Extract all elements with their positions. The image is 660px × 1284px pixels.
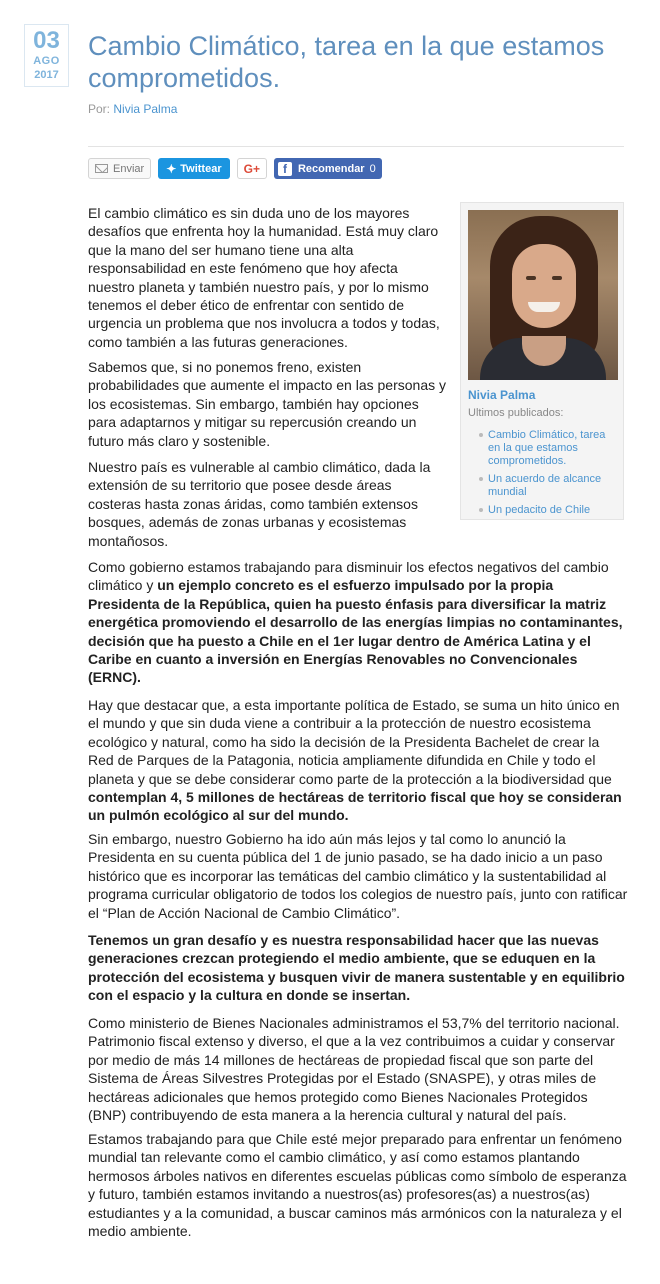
author-link[interactable]: Nivia Palma: [113, 102, 178, 116]
tweet-label: Twittear: [180, 162, 222, 175]
divider: [88, 146, 624, 147]
paragraph-text: Como gobierno estamos trabajando para disminuir los efectos negativos del cambio climático y: [88, 559, 609, 594]
facebook-recommend-label: Recomendar: [297, 162, 365, 175]
date-month: AGO: [33, 55, 60, 67]
date-year: 2017: [34, 69, 59, 81]
paragraph-text: Hay que destacar que, a esta importante política de Estado, se suma un hito único en el mundo y que sin duda viene a contribuir a la protección de nuestro ecosistema ecológico y natural, como ha sido la decisión de la Presidenta Bachelet de crear la Red de Parques de la Patagonia, noticia ampliamente difundida en Chile y todo el planeta y que se debe considerar como parte de la protección a la biodiversidad que: [88, 697, 620, 787]
google-plus-label: G+: [243, 161, 260, 176]
byline: [88, 102, 177, 116]
recent-post-link[interactable]: Un pedacito de Chile: [479, 504, 616, 517]
article-paragraph: Nuestro país es vulnerable al cambio climático, dada la extensión de su territorio que posee desde áreas costeras hasta zonas áridas, como también extensos bosques, además de zonas urbanas y ecosistemas montañosos.: [88, 459, 431, 549]
article-paragraph: Sabemos que, si no ponemos freno, existen probabilidades que aumente el impacto en las personas y los ecosistemas. Sin embargo, también hay opciones para adaptarnos y mitigar su repercusión creando un futuro más claro y sostenible.: [88, 359, 447, 449]
post-title: Cambio Climático, tarea en la que estamos comprometidos.: [88, 31, 605, 93]
share-bar: [88, 158, 382, 179]
recent-post-link[interactable]: Cambio Climático, tarea en la que estamos comprometidos.: [479, 429, 616, 468]
send-email-button[interactable]: [88, 158, 151, 179]
article-paragraph: Como ministerio de Bienes Nacionales administramos el 53,7% del territorio nacional. Patrimonio fiscal extenso y diverso, el que a la vez contribuimos a cuidar y conservar por medio de más 14 millones de hectáreas de propiedad fiscal que son parte del Sistema de Áreas Silvestres Protegidas por el Estado (SNASPE), y otras miles de hectáreas adicionales que hemos protegido como Bienes Nacionales Protegidos (BNP) contribuyendo de esta manera a la herencia cultural y natural del país.: [88, 1015, 620, 1124]
article-paragraph-bold: Tenemos un gran desafío y es nuestra responsabilidad hacer que las nuevas generaciones crezcan protegiendo el medio ambiente, que se eduquen en la protección del ecosistema y busquen vivir de manera sustentable y en equilibrio con el espacio y la cultura en donde se insertan.: [88, 932, 625, 1004]
article-paragraph: [88, 696, 628, 825]
send-email-label: Enviar: [113, 162, 145, 175]
author-box: [460, 202, 624, 520]
author-name[interactable]: Nivia Palma: [468, 388, 536, 402]
article-paragraph: [88, 558, 628, 687]
article-paragraph: El cambio climático es sin duda uno de los mayores desafíos que enfrenta hoy la humanidad. Está muy claro que la mano del ser humano tiene una alta responsabilidad en este fenómeno que hoy afecta nuestro planeta y también nuestro país, y por lo mismo tenemos el deber ético de enfrentar con sentido de urgencia un problema que nos involucra a todos y todas, como también a las futuras generaciones.: [88, 205, 440, 350]
byline-prefix: Por:: [88, 102, 111, 116]
article-paragraph: Sin embargo, nuestro Gobierno ha ido aún más lejos y tal como lo anunció la Presidenta en su cuenta pública del 1 de junio pasado, se ha dado inicio a un paso histórico que es incorporar las temáticas del cambio climático y la sustentabilidad al programa curricular obligatorio de todos los colegios de nuestro país, junto con ratificar el “Plan de Acción Nacional de Cambio Climático”.: [88, 831, 628, 921]
paragraph-bold-text: un ejemplo concreto es el esfuerzo impulsado por la propia Presidenta de la República, quien ha puesto énfasis para diversificar la matriz energética promoviendo el desarrollo de las energías limpias no contaminantes, decisión que ha puesto a Chile en el 1er lugar dentro de América Latina y el Caribe en cuanto a inversión en Energías Renovables no Convencionales (ERNC).: [88, 577, 623, 686]
tweet-button[interactable]: [158, 158, 229, 179]
author-photo: [468, 210, 618, 380]
recent-posts-list: [468, 429, 616, 517]
paragraph-bold-text: contemplan 4, 5 millones de hectáreas de territorio fiscal que hoy se consideran un pulmón ecológico al sur del mundo.: [88, 789, 622, 824]
twitter-bird-icon: ✦: [166, 161, 177, 176]
envelope-icon: [95, 164, 108, 173]
facebook-icon: f: [278, 162, 292, 176]
date-day: 03: [33, 27, 60, 54]
recent-posts-heading: Ultimos publicados:: [468, 407, 564, 419]
facebook-recommend-count: 0: [369, 162, 376, 175]
date-badge: [24, 24, 69, 87]
recent-post-link[interactable]: Un acuerdo de alcance mundial: [479, 473, 616, 499]
google-plus-button[interactable]: [237, 158, 267, 179]
facebook-recommend-button[interactable]: [274, 158, 382, 179]
article-paragraph: Estamos trabajando para que Chile esté mejor preparado para enfrentar un fenómeno mundial tan relevante como el cambio climático, y así como estamos plantando hermosos árboles nativos en diferentes escuelas públicas como símbolo de esperanza y futuro, también estamos invitando a nuestros(as) profesores(as) a nuestros(as) estudiantes y a la comunidad, a buscar caminos más armónicos con la naturaleza y el medio ambiente.: [88, 1131, 627, 1240]
